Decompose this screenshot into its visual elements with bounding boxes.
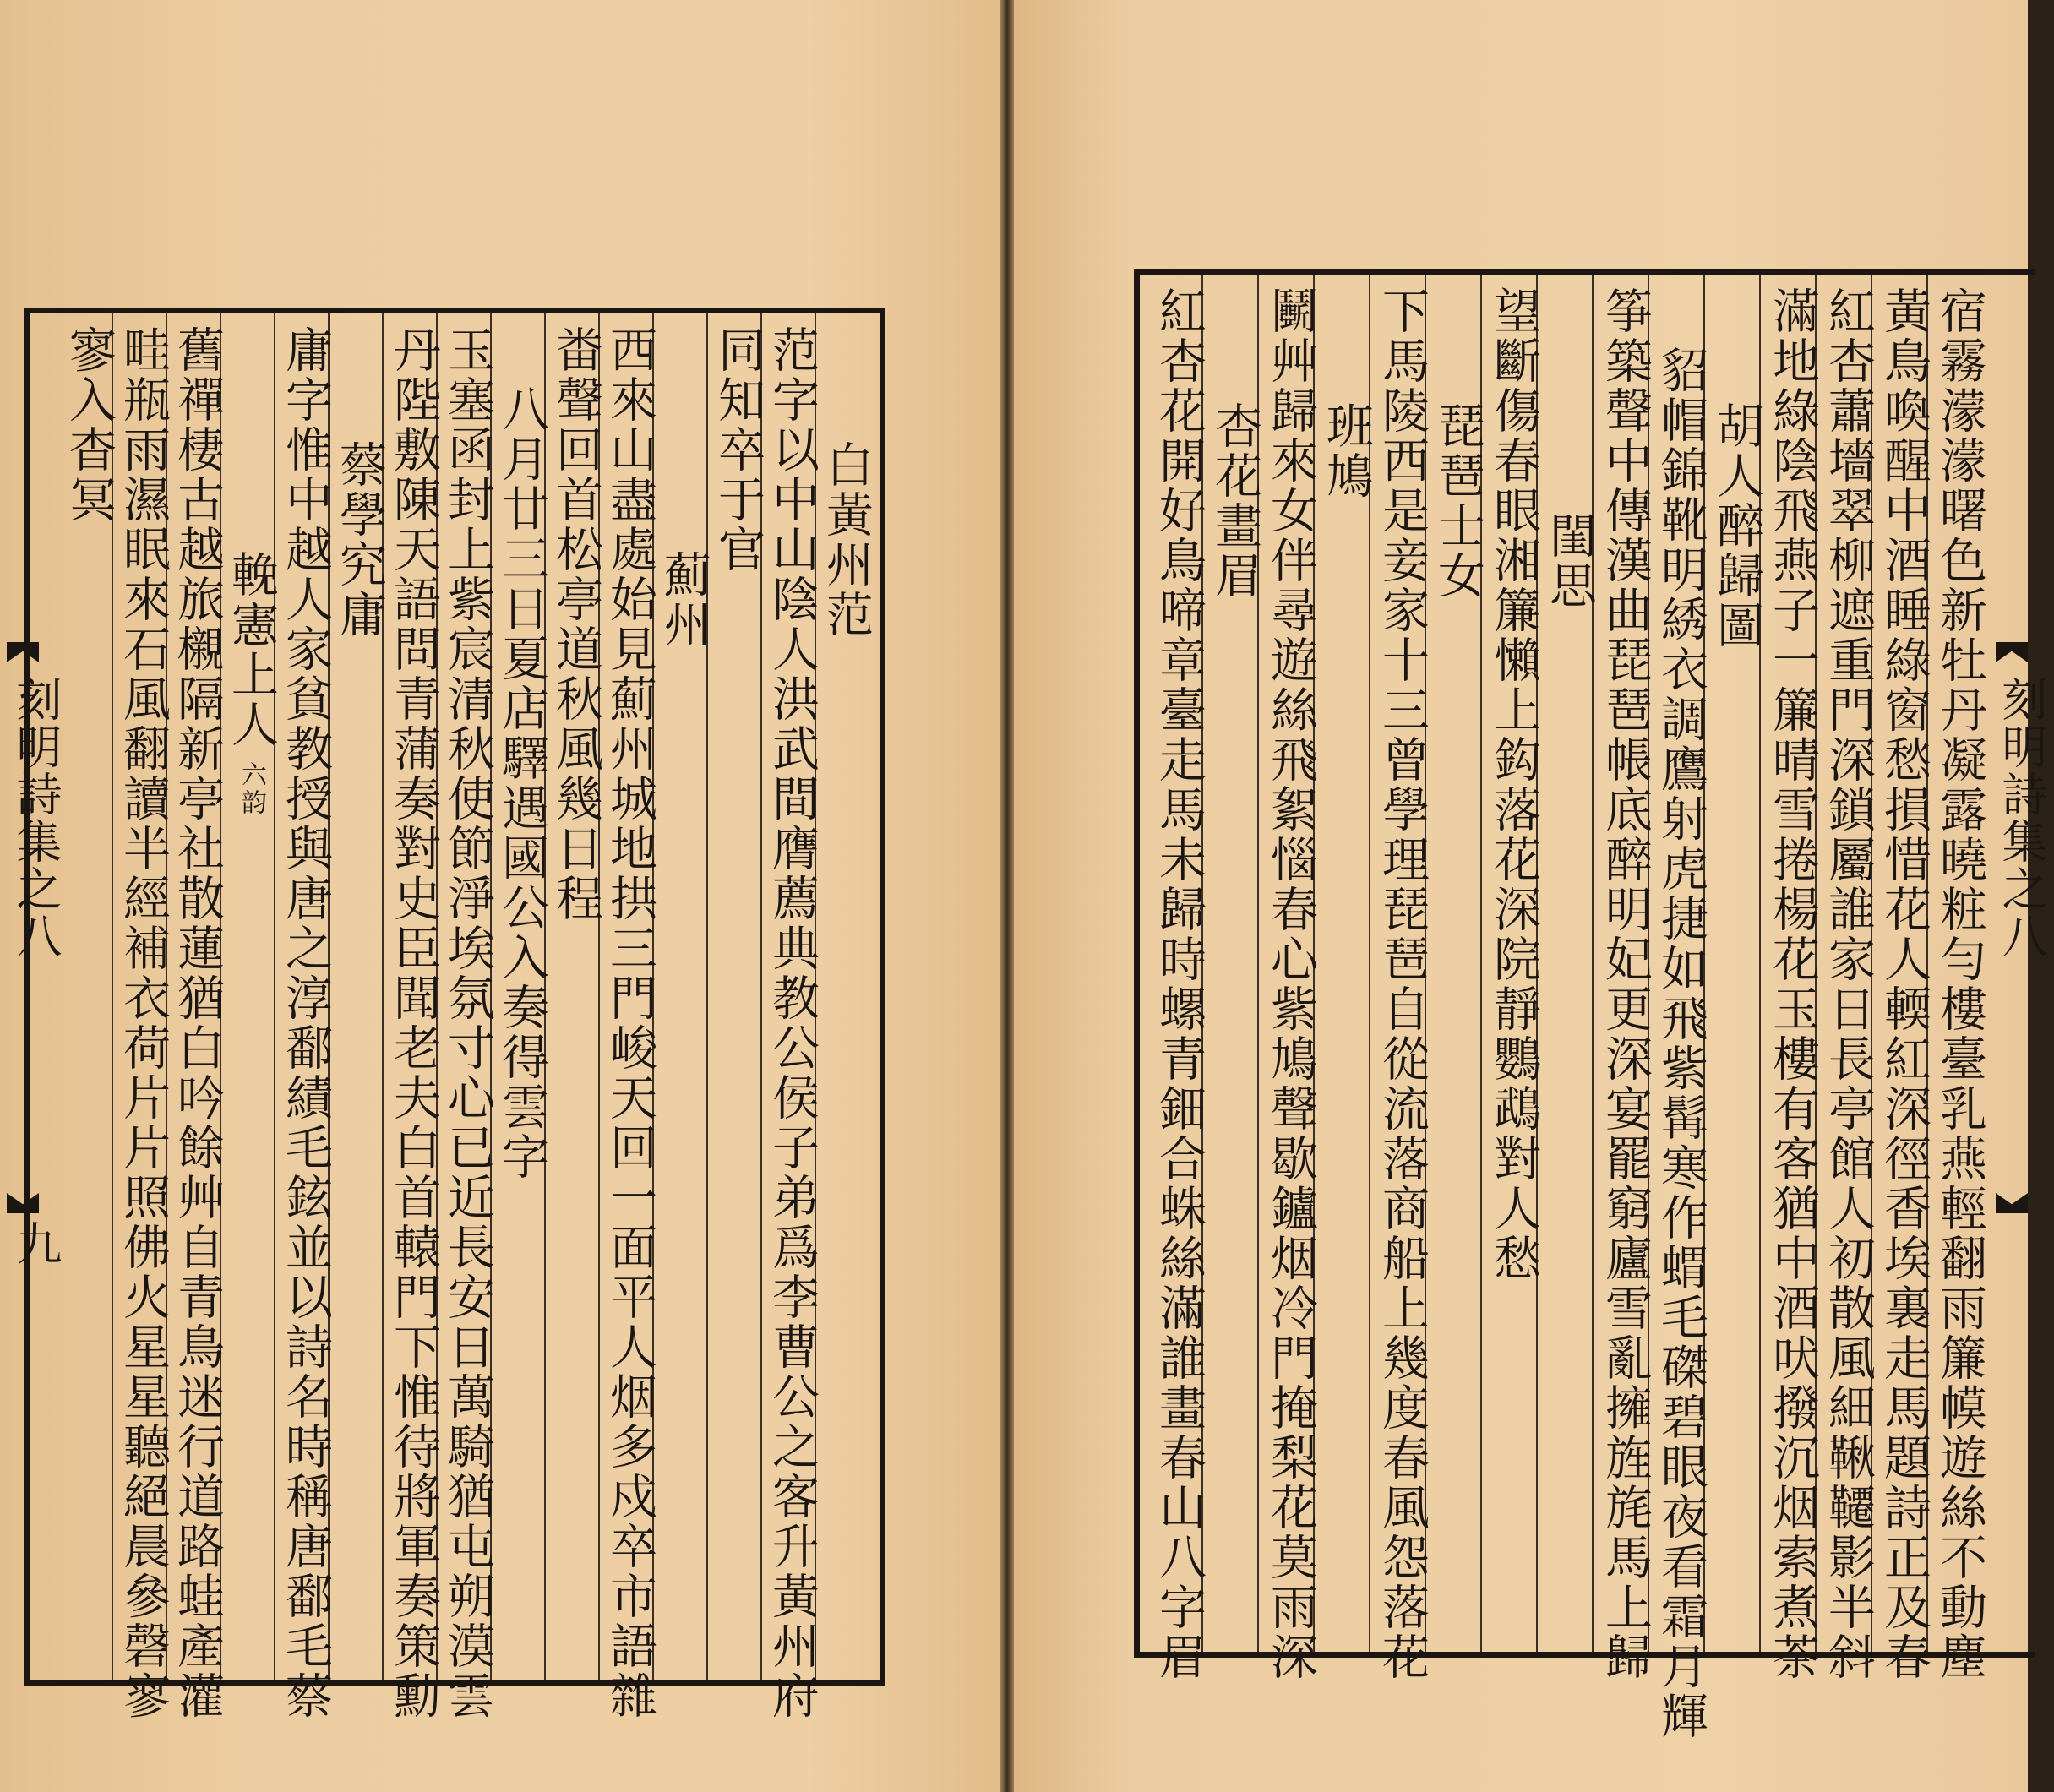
- right-page-column-8: [1537, 275, 1597, 1652]
- left-page-column-14: [112, 313, 171, 1721]
- column-text: 丹陛敷陳天語問青蒲奏對史臣聞老夫白首轅門下惟待將軍奏策勳: [386, 325, 441, 1721]
- right-page-column-4: [1760, 275, 1820, 1682]
- right-page-column-15: [1147, 275, 1207, 1682]
- left-page-column-15: [58, 313, 117, 1680]
- left-page-column-2: [761, 313, 820, 1721]
- column-text: 鬭艸歸來女伴尋遊絲飛絮惱春心紫鳩聲歇鑪烟冷門掩梨花莫雨深: [1263, 286, 1318, 1682]
- column-text: 八月廿三日夏店驛遇國公入奏得雲字: [494, 384, 549, 1182]
- column-text: 琵琶士女: [1430, 401, 1485, 601]
- column-text: 下馬陵西是妾家十三曾學理琵琶自從流落商船上幾度春風怨落花: [1375, 286, 1430, 1682]
- left-page-column-13: [166, 313, 225, 1721]
- column-text: 閨思: [1542, 511, 1597, 611]
- left-page-column-11: [275, 313, 333, 1721]
- left-page-column-4: [653, 313, 711, 1680]
- right-page-column-11: [1370, 275, 1430, 1682]
- left-page-column-7: [491, 313, 549, 1680]
- left-text-frame: [24, 308, 885, 1721]
- right-page-column-14: [1202, 275, 1262, 1652]
- column-text: 望斷傷春眼湘簾懶上鈎落花深院靜鸚鵡對人愁: [1486, 286, 1541, 1283]
- column-text: 筝築聲中傳漢曲琵琶帳底醉明妃更深宴罷窮廬雪亂擁旌旄馬上歸: [1598, 286, 1653, 1682]
- column-text: 紅杏蕭墻翠柳遮重門深鎖屬誰家日長亭館人初散風細鞦韆影半斜: [1821, 286, 1876, 1682]
- column-text: 班鳩: [1319, 401, 1374, 501]
- right-page-column-6: [1648, 275, 1708, 1741]
- left-page-column-6: [545, 313, 603, 1680]
- right-page-column-1: [1927, 275, 1987, 1682]
- right-column-area: [1140, 275, 2035, 1741]
- left-column-area: [30, 313, 880, 1721]
- left-page-column-8: [437, 313, 495, 1721]
- right-page-column-5: [1704, 275, 1764, 1652]
- column-text: 宿霧濛濛曙色新牡丹凝露曉粧勻樓臺乳燕輕翻雨簾幙遊絲不動塵: [1932, 286, 1987, 1682]
- right-page-column-13: [1258, 275, 1318, 1682]
- column-text: 蔡學究庸: [332, 440, 387, 640]
- left-page-column-3: [707, 313, 765, 1680]
- column-text: 庸字惟中越人家貧教授與唐之淳鄱績毛鉉並以詩名時稱唐鄱毛蔡: [278, 325, 333, 1721]
- left-page-column-10: [329, 313, 387, 1680]
- right-page-column-10: [1425, 275, 1485, 1652]
- left-page-column-9: [383, 313, 441, 1721]
- column-text: 胡人醉歸圖: [1709, 401, 1764, 651]
- column-text: 黃鳥喚醒中酒睡綠窗愁損惜花人輭紅深徑香埃裏走馬題詩正及春: [1877, 286, 1931, 1682]
- book-gutter: [1000, 0, 1014, 1792]
- column-text: 薊州: [657, 550, 711, 650]
- left-page-column-1: [815, 313, 874, 1680]
- right-page-column-12: [1314, 275, 1374, 1652]
- left-margin-title: 刻明詩集之八: [9, 676, 63, 960]
- column-text: 貂帽錦靴明綉衣調鷹射虎捷如飛紫髯寒作蝟毛磔碧眼夜看霜月輝: [1654, 346, 1708, 1741]
- left-page-column-5: [599, 313, 657, 1721]
- column-text: 玉塞函封上紫宸清秋使節淨埃氛寸心已近長安日萬騎猶屯朔漠雲: [440, 325, 495, 1721]
- right-text-frame: [1134, 269, 2035, 1741]
- column-note: 六韵: [237, 761, 266, 817]
- column-text: 杏花畫眉: [1207, 401, 1262, 601]
- column-text: 西來山盡處始見薊州城地拱三門峻天回一面平人烟多戍卒市語雜: [602, 325, 657, 1721]
- left-folio-number: 九: [9, 1220, 63, 1267]
- column-text: 同知卒于官: [711, 325, 765, 575]
- right-page-column-7: [1593, 275, 1653, 1682]
- column-text: 滿地綠陰飛燕子一簾晴雪捲楊花玉樓有客猶中酒吠撥沉烟索煮茶: [1765, 286, 1820, 1682]
- left-page-column-12: [221, 313, 279, 1680]
- right-page-column-3: [1816, 275, 1876, 1682]
- right-page-column-9: [1481, 275, 1541, 1652]
- column-text: 白黃州范: [819, 440, 874, 640]
- column-text: 范字以中山陰人洪武間膺薦典教公侯子弟爲李曹公之客升黃州府: [765, 325, 820, 1721]
- column-text: 輓憲上人: [224, 550, 279, 749]
- column-text: 寥入杳冥: [62, 325, 117, 525]
- right-page-column-2: [1871, 275, 1931, 1682]
- column-text: 紅杏花開好鳥啼章臺走馬未歸時螺青鈿合蛛絲滿誰畫春山八字眉: [1152, 286, 1207, 1682]
- column-text: 舊禪棲古越旅櫬隔新亭社散蓮猶白吟餘艸自青鳥迷行道路蛙產灌: [170, 325, 225, 1721]
- column-text: 畦瓶雨濕眠來石風翻讀半經補衣荷片片照佛火星星聽絕晨參磬寥: [116, 325, 171, 1721]
- right-margin-title: 刻明詩集之八: [1995, 676, 2048, 960]
- column-text: 畨聲回首松亭道秋風幾日程: [548, 325, 603, 923]
